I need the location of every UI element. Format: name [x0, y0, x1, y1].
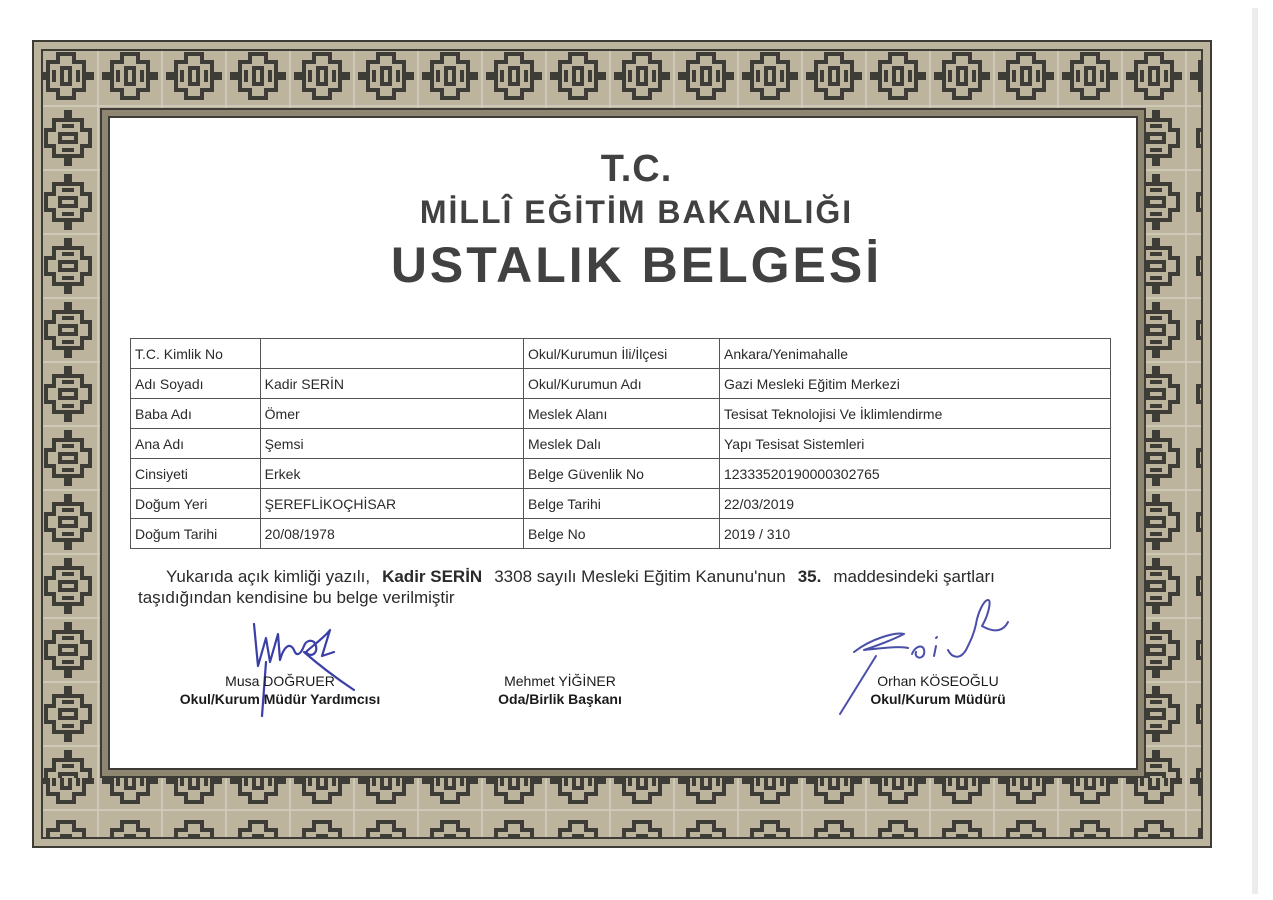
document-title: USTALIK BELGESİ: [390, 237, 883, 293]
row-value: Gazi Mesleki Eğitim Merkezi: [719, 369, 1110, 399]
row-value: Şemsi: [260, 429, 523, 459]
center-signatory-title: Oda/Birlik Başkanı: [498, 691, 622, 707]
table-row: [131, 399, 1111, 429]
row-label: Belge Güvenlik No: [523, 459, 719, 489]
row-label: Okul/Kurumun Adı: [523, 369, 719, 399]
row-value: Tesisat Teknolojisi Ve İklimlendirme: [719, 399, 1110, 429]
row-label: Doğum Yeri: [131, 489, 261, 519]
row-label: Belge No: [523, 519, 719, 549]
statement-part-3: maddesindeki şartları: [833, 567, 995, 586]
table-row: [131, 339, 1111, 369]
row-label: Ana Adı: [131, 429, 261, 459]
row-value: Ömer: [260, 399, 523, 429]
row-label: T.C. Kimlik No: [131, 339, 261, 369]
row-value: 22/03/2019: [719, 489, 1110, 519]
row-value: 12333520190000302765: [719, 459, 1110, 489]
row-label: Doğum Tarihi: [131, 519, 261, 549]
statement-part-1: Yukarıda açık kimliği yazılı,: [166, 567, 371, 586]
row-label: Okul/Kurumun İli/İlçesi: [523, 339, 719, 369]
table-row: [131, 459, 1111, 489]
row-value: Ankara/Yenimahalle: [719, 339, 1110, 369]
statement-part-2: 3308 sayılı Mesleki Eğitim Kanunu'nun: [494, 567, 786, 586]
right-signatory-name: Orhan KÖSEOĞLU: [877, 673, 999, 689]
row-label: Baba Adı: [131, 399, 261, 429]
header-tc: T.C.: [600, 148, 673, 190]
row-value: Kadir SERİN: [260, 369, 523, 399]
row-value: 2019 / 310: [719, 519, 1110, 549]
row-value: [260, 339, 523, 369]
table-row: [131, 369, 1111, 399]
info-table: [130, 338, 1111, 549]
row-label: Adı Soyadı: [131, 369, 261, 399]
statement-article: 35.: [797, 567, 822, 586]
statement-line-2: taşıdığından kendisine bu belge verilmiştir: [138, 588, 455, 607]
table-row: [131, 519, 1111, 549]
table-row: [131, 429, 1111, 459]
row-label: Belge Tarihi: [523, 489, 719, 519]
row-value: Erkek: [260, 459, 523, 489]
row-label: Meslek Alanı: [523, 399, 719, 429]
row-value: ŞEREFLİKOÇHİSAR: [260, 489, 523, 519]
statement-holder-name: Kadir SERİN: [382, 567, 483, 586]
center-signatory-name: Mehmet YİĞİNER: [504, 673, 616, 689]
left-signatory-name: Musa DOĞRUER: [225, 673, 335, 689]
row-label: Meslek Dalı: [523, 429, 719, 459]
header-ministry: MİLLÎ EĞİTİM BAKANLIĞI: [419, 194, 854, 230]
table-row: [131, 489, 1111, 519]
statement-line-1: [138, 566, 1098, 587]
row-value: 20/08/1978: [260, 519, 523, 549]
scan-edge: [1252, 8, 1258, 894]
info-table-body: [131, 339, 1111, 549]
row-value: Yapı Tesisat Sistemleri: [719, 429, 1110, 459]
left-signatory-title: Okul/Kurum Müdür Yardımcısı: [179, 691, 381, 707]
row-label: Cinsiyeti: [131, 459, 261, 489]
right-signatory-title: Okul/Kurum Müdürü: [870, 691, 1006, 707]
